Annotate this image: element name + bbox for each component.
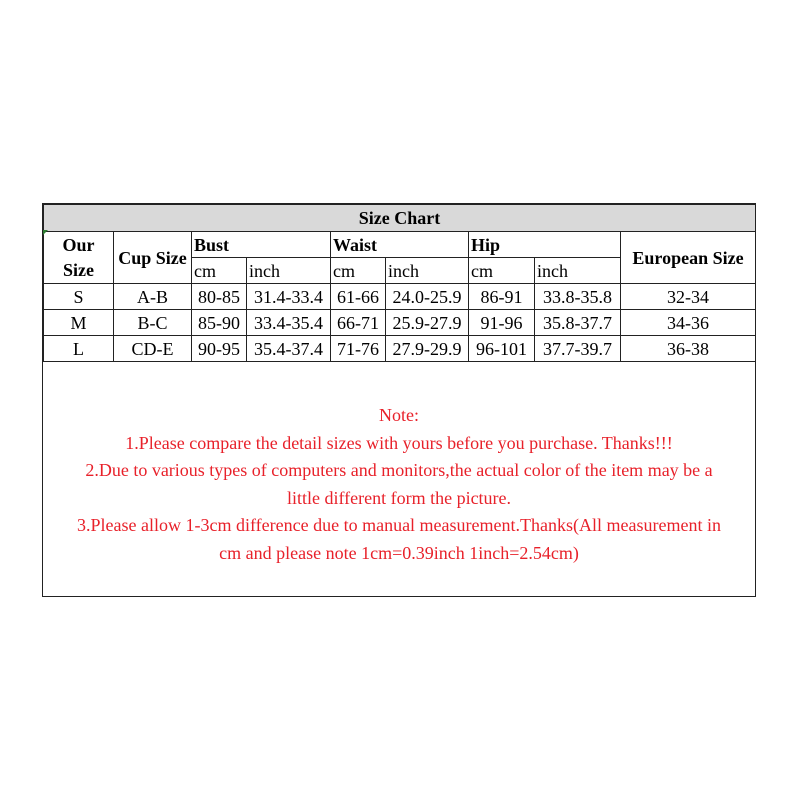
cell-bust-cm: 85-90: [192, 310, 247, 336]
table-row: [44, 336, 756, 362]
cell-size: S: [44, 284, 114, 310]
cell-european-size: 36-38: [621, 336, 756, 362]
header-hip: Hip: [469, 232, 621, 258]
cell-hip-inch: 35.8-37.7: [535, 310, 621, 336]
note-heading: Note:: [379, 405, 419, 425]
table-row: [44, 310, 756, 336]
header-our-size: Our Size: [44, 232, 114, 284]
cell-european-size: 34-36: [621, 310, 756, 336]
cell-bust-cm: 90-95: [192, 336, 247, 362]
cell-hip-inch: 37.7-39.7: [535, 336, 621, 362]
cell-bust-inch: 35.4-37.4: [247, 336, 331, 362]
cell-hip-cm: 86-91: [469, 284, 535, 310]
cell-hip-inch: 33.8-35.8: [535, 284, 621, 310]
subheader-hip-inch: inch: [535, 258, 621, 284]
note-line-1: 1.Please compare the detail sizes with yours before you purchase. Thanks!!!: [125, 432, 673, 453]
table-row: [44, 284, 756, 310]
cell-hip-cm: 96-101: [469, 336, 535, 362]
header-cup-size: Cup Size: [114, 232, 192, 284]
cell-bust-cm: 80-85: [192, 284, 247, 310]
cell-cup: CD-E: [114, 336, 192, 362]
subheader-waist-cm: cm: [331, 258, 386, 284]
note-line-3a: 3.Please allow 1-3cm difference due to manual measurement.Thanks(All measurement in: [77, 515, 721, 535]
cell-bust-inch: 33.4-35.4: [247, 310, 331, 336]
cell-waist-inch: 24.0-25.9: [386, 284, 469, 310]
cell-waist-cm: 61-66: [331, 284, 386, 310]
chart-title: Size Chart: [44, 205, 756, 232]
size-chart: [42, 203, 756, 597]
cell-cup: A-B: [114, 284, 192, 310]
subheader-hip-cm: cm: [469, 258, 535, 284]
note-line-2b: little different form the picture.: [286, 487, 512, 508]
cell-waist-inch: 25.9-27.9: [386, 310, 469, 336]
cell-waist-cm: 71-76: [331, 336, 386, 362]
header-bust: Bust: [192, 232, 331, 258]
subheader-bust-cm: cm: [192, 258, 247, 284]
subheader-waist-inch: inch: [386, 258, 469, 284]
cell-waist-cm: 66-71: [331, 310, 386, 336]
header-waist: Waist: [331, 232, 469, 258]
notes-section: [43, 402, 755, 567]
cell-bust-inch: 31.4-33.4: [247, 284, 331, 310]
cell-cup: B-C: [114, 310, 192, 336]
note-line-2a: 2.Due to various types of computers and monitors,the actual color of the item may be a: [85, 460, 713, 480]
header-european-size: European Size: [621, 232, 756, 284]
note-line-3b: cm and please note 1cm=0.39inch 1inch=2.54cm): [219, 542, 579, 563]
cell-marker-icon: [43, 230, 48, 235]
subheader-bust-inch: inch: [247, 258, 331, 284]
cell-hip-cm: 91-96: [469, 310, 535, 336]
size-table: [43, 204, 756, 362]
cell-waist-inch: 27.9-29.9: [386, 336, 469, 362]
cell-european-size: 32-34: [621, 284, 756, 310]
cell-size: L: [44, 336, 114, 362]
cell-size: M: [44, 310, 114, 336]
